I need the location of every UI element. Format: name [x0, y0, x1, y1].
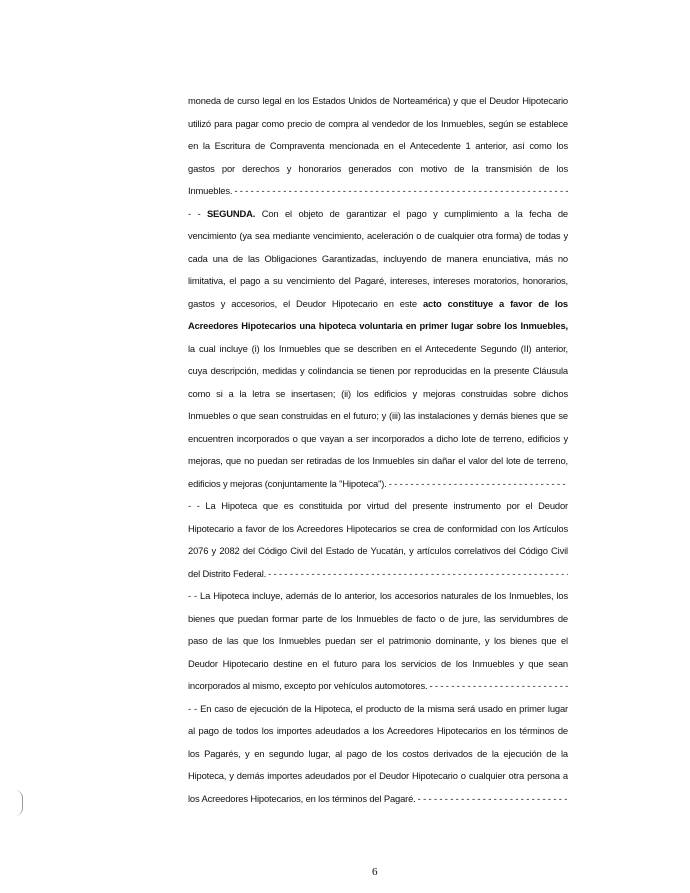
text-line-content: incorporados al mismo, excepto por vehículos automotores.	[188, 680, 428, 691]
dash-filler	[416, 788, 568, 811]
text-line-content: mejoras, que no puedan ser retiradas de los Inmuebles sin dañar el valor del lote de terreno,	[188, 455, 568, 466]
text-line-content: Deudor Hipotecario destine en el futuro para los servicios de los Inmuebles y que sean	[188, 657, 568, 669]
text-line-content: - - SEGUNDA. Con el objeto de garantizar el pago y cumplimiento a la fecha de	[188, 207, 568, 219]
text-line	[188, 765, 568, 788]
text-line-content: al pago de todos los importes adeudados a los Acreedores Hipotecarios en los términos de	[188, 725, 568, 736]
text-line	[188, 653, 568, 676]
text-line-content: - - En caso de ejecución de la Hipoteca, el producto de la misma será usado en primer lugar	[188, 702, 568, 714]
text-line	[188, 293, 568, 316]
text-line	[188, 405, 568, 428]
text-line	[188, 428, 568, 451]
text-line	[188, 203, 568, 226]
text-line	[188, 608, 568, 631]
text-line	[188, 315, 568, 338]
text-line	[188, 248, 568, 271]
text-line	[188, 788, 568, 811]
text-line-content: en la Escritura de Compraventa mencionada en el Antecedente 1 anterior, así como los	[188, 140, 568, 151]
text-line-content: Hipotecario a favor de los Acreedores Hipotecarios se crea de conformidad con los Artículos	[188, 522, 568, 534]
text-line	[188, 518, 568, 541]
text-line-content: la cual incluye (i) los Inmuebles que se describen en el Antecedente Segundo (II) anterior,	[188, 342, 568, 354]
text-line	[188, 495, 568, 518]
text-line	[188, 720, 568, 743]
text-line	[188, 180, 568, 203]
text-line-content: vencimiento (ya sea mediante vencimiento, aceleración o de cualquier otra forma) de todas y	[188, 230, 568, 241]
text-line	[188, 630, 568, 653]
page-number: 6	[372, 866, 378, 878]
text-line-content: gastos y accesorios, el Deudor Hipotecario en este acto constituye a favor de los	[188, 297, 568, 309]
text-line-content: edificios y mejoras (conjuntamente la "Hipoteca").	[188, 477, 387, 489]
text-line	[188, 135, 568, 158]
text-line-content: los Acreedores Hipotecarios, en los términos del Pagaré.	[188, 792, 416, 804]
dash-filler	[266, 563, 568, 586]
dash-filler	[387, 473, 568, 496]
text-line-content: - - La Hipoteca incluye, además de lo anterior, los accesorios naturales de los Inmuebles, los	[188, 590, 568, 601]
dash-filler	[428, 675, 569, 698]
text-line	[188, 450, 568, 473]
text-line-content: limitativa, el pago a su vencimiento del Pagaré, intereses, intereses moratorios, honorarios,	[188, 275, 568, 286]
text-line	[188, 675, 568, 698]
text-line-content: paso de las que los Inmuebles puedan ser el patrimonio dominante, y los bienes que el	[188, 635, 568, 646]
margin-mark	[14, 790, 23, 816]
text-line-content: bienes que puedan formar parte de los Inmuebles de facto o de jure, las servidumbres de	[188, 612, 568, 624]
text-line-content: cuya descripción, medidas y colindancia se tienen por reproducidas en la presente Cláusula	[188, 365, 568, 376]
text-line-content: encuentren incorporados o que vayan a ser incorporados a dicho lote de terreno, edificios y	[188, 432, 568, 444]
text-line	[188, 473, 568, 496]
body-text	[188, 90, 568, 810]
text-line	[188, 585, 568, 608]
text-line-content: Inmuebles.	[188, 185, 233, 196]
text-line	[188, 270, 568, 293]
text-line	[188, 360, 568, 383]
text-line	[188, 225, 568, 248]
text-line-content: - - La Hipoteca que es constituida por virtud del presente instrumento por el Deudor	[188, 500, 568, 511]
text-line-content: Acreedores Hipotecarios una hipoteca voluntaria en primer lugar sobre los Inmuebles,	[188, 320, 568, 331]
text-line	[188, 338, 568, 361]
text-line	[188, 383, 568, 406]
text-line-content: cada una de las Obligaciones Garantizadas, incluyendo de manera enunciativa, más no	[188, 252, 568, 264]
text-line-content: Hipoteca, y demás importes adeudados por el Deudor Hipotecario o cualquier otra persona a	[188, 770, 568, 781]
text-line	[188, 158, 568, 181]
text-line	[188, 563, 568, 586]
text-line	[188, 113, 568, 136]
dash-filler	[232, 180, 568, 203]
text-line	[188, 540, 568, 563]
text-line-content: del Distrito Federal.	[188, 567, 267, 579]
text-line	[188, 698, 568, 721]
text-line-content: moneda de curso legal en los Estados Unidos de Norteamérica) y que el Deudor Hipotecario	[188, 95, 568, 106]
text-line-content: utilizó para pagar como precio de compra al vendedor de los Inmuebles, según se establece	[188, 117, 568, 129]
text-line	[188, 743, 568, 766]
text-line-content: los Pagarés, y en segundo lugar, al pago de los costos derivados de la ejecución de la	[188, 747, 568, 759]
text-line-content: Inmuebles o que sean construidas en el futuro; y (iii) las instalaciones y demás bienes que se	[188, 410, 568, 421]
text-line	[188, 90, 568, 113]
text-line-content: 2076 y 2082 del Código Civil del Estado de Yucatán, y artículos correlativos del Código Civil	[188, 545, 568, 556]
text-line-content: como si a la letra se insertasen; (ii) los edificios y mejoras construidas sobre dichos	[188, 387, 568, 399]
text-line-content: gastos por derechos y honorarios generados con motivo de la transmisión de los	[188, 162, 568, 174]
